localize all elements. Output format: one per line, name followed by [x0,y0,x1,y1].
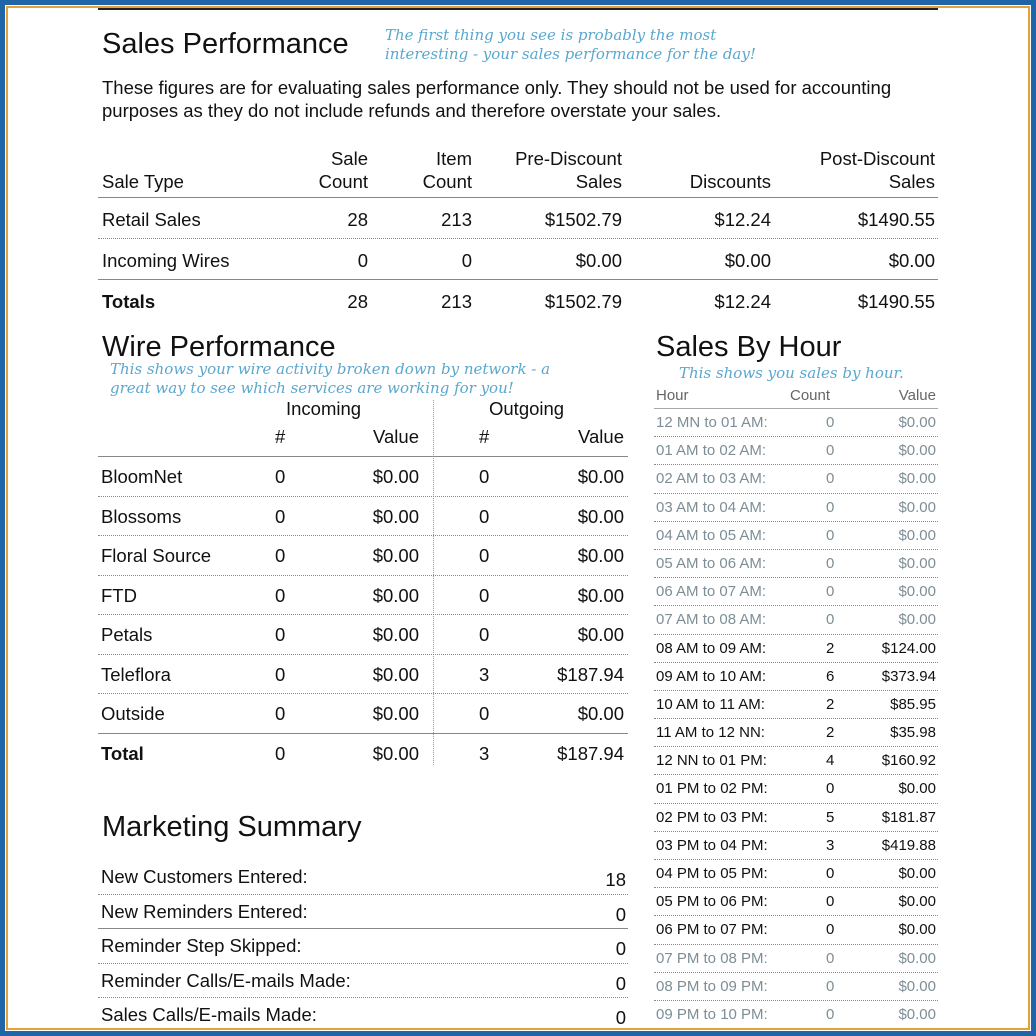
cell-hour: 05 PM to 06 PM: [656,893,768,911]
col-out-value: Value [578,426,624,447]
cell-in-value: $0.00 [372,466,419,487]
cell-value: $0.00 [898,921,936,939]
cell-hour: 12 MN to 01 AM: [656,414,768,431]
cell-value: $0.00 [898,977,936,995]
col-count: Count [790,387,831,404]
cell-discounts: $12.24 [714,291,771,312]
col-item-count: Item Count [422,148,472,192]
cell-out-count: 0 [479,545,490,566]
cell-count: 2 [826,695,835,713]
cell-count: 2 [826,724,835,742]
cell-post-discount: $0.00 [888,250,935,271]
cell-count: 0 [826,780,835,798]
col-in-count: # [275,426,286,447]
cell-out-value: $0.00 [577,703,624,724]
cell-value: $124.00 [881,639,936,657]
cell-out-count: 0 [479,703,490,724]
col-post-discount: Post-Discount Sales [819,148,935,192]
cell-network: BloomNet [101,466,183,487]
cell-value: $160.92 [881,752,936,770]
cell-count: 0 [826,414,835,431]
cell-in-count: 0 [275,703,286,724]
cell-in-value: $0.00 [372,545,419,566]
col-pre-discount: Pre-Discount Sales [515,148,622,192]
cell-discounts: $12.24 [714,209,771,230]
cell-out-value: $0.00 [577,545,624,566]
cell-value: $419.88 [881,836,936,854]
cell-out-count: 0 [479,584,490,606]
cell-value: $0.00 [898,526,936,544]
marketing-value: 0 [615,938,626,959]
cell-hour: 02 AM to 03 AM: [656,470,767,488]
cell-count: 2 [826,639,835,657]
cell-in-count: 0 [275,742,286,764]
cell-discounts: $0.00 [724,250,771,271]
cell-hour: 10 AM to 11 AM: [656,695,765,713]
cell-hour: 03 PM to 04 PM: [656,836,768,854]
col-value: Value [898,387,936,404]
cell-in-count: 0 [275,624,286,645]
cell-in-value: $0.00 [372,703,419,724]
outgoing-label: Outgoing [489,398,565,419]
cell-value: $373.94 [881,667,936,685]
marketing-label: Reminder Calls/E-mails Made: [101,969,351,991]
cell-count: 0 [826,470,835,488]
marketing-value: 0 [615,1007,626,1028]
cell-out-count: 3 [479,742,490,764]
marketing-value: 18 [605,869,626,890]
marketing-summary-title: Marketing Summary [102,811,362,843]
cell-value: $85.95 [890,695,936,713]
cell-pre-discount: $1502.79 [544,291,622,312]
cell-count: 4 [826,752,835,770]
cell-count: 0 [826,949,835,967]
cell-value: $0.00 [898,583,936,601]
cell-hour: 03 AM to 04 AM: [656,498,767,516]
cell-post-discount: $1490.55 [857,291,935,312]
cell-count: 0 [826,442,835,460]
cell-totals-label: Totals [102,291,156,312]
cell-value: $0.00 [898,611,936,629]
cell-item-count: 213 [441,291,472,312]
col-sale-count: Sale Count [318,148,368,192]
cell-item-count: 0 [461,250,472,271]
cell-network: Outside [101,703,165,724]
cell-hour: 07 AM to 08 AM: [656,611,767,629]
cell-count: 6 [826,667,835,685]
cell-sale-count: 28 [347,209,368,230]
cell-network: FTD [101,584,137,606]
cell-out-value: $187.94 [557,742,624,764]
cell-in-count: 0 [275,505,286,527]
cell-pre-discount: $1502.79 [544,209,622,230]
marketing-label: Reminder Step Skipped: [101,935,302,956]
cell-hour: 07 PM to 08 PM: [656,949,768,967]
marketing-value: 0 [615,903,626,925]
cell-hour: 01 AM to 02 AM: [656,442,767,460]
cell-value: $0.00 [898,893,936,911]
cell-hour: 11 AM to 12 NN: [656,724,765,742]
sales-by-hour-note: This shows you sales by hour. [679,364,904,382]
cell-in-value: $0.00 [372,663,419,685]
cell-count: 0 [826,526,835,544]
sales-performance-note: The first thing you see is probably the most interesting - your sales performance for the day! [385,26,756,63]
col-hour: Hour [656,387,689,404]
cell-count: 0 [826,498,835,516]
cell-in-value: $0.00 [372,584,419,606]
cell-hour: 04 AM to 05 AM: [656,526,767,544]
cell-value: $0.00 [898,414,936,431]
marketing-label: New Customers Entered: [101,866,308,887]
cell-hour: 08 AM to 09 AM: [656,639,767,657]
cell-network: Blossoms [101,505,182,527]
cell-pre-discount: $0.00 [575,250,622,271]
cell-value: $35.98 [890,724,936,742]
cell-value: $0.00 [898,498,936,516]
cell-out-value: $0.00 [577,505,624,527]
col-discounts: Discounts [689,171,771,192]
cell-in-count: 0 [275,466,286,487]
cell-sale-count: 0 [357,250,368,271]
marketing-label: Sales Calls/E-mails Made: [101,1004,317,1025]
cell-value: $0.00 [898,865,936,882]
cell-out-value: $0.00 [577,466,624,487]
cell-out-count: 0 [479,505,490,527]
cell-hour: 06 AM to 07 AM: [656,583,767,601]
sales-performance-title: Sales Performance [102,28,349,60]
cell-total-label: Total [101,742,144,764]
wire-performance-title: Wire Performance [102,331,336,363]
cell-post-discount: $1490.55 [857,209,935,230]
cell-value: $0.00 [898,470,936,488]
cell-count: 0 [826,554,835,572]
cell-hour: 01 PM to 02 PM: [656,780,768,798]
cell-in-value: $0.00 [372,742,419,764]
cell-value: $0.00 [898,949,936,967]
cell-count: 3 [826,836,835,854]
cell-count: 0 [826,977,835,995]
cell-network: Petals [101,624,153,645]
wire-performance-note: This shows your wire activity broken down by network - a great way to see which services are working for you! [110,360,551,397]
cell-out-value: $0.00 [577,584,624,606]
cell-network: Teleflora [101,663,171,685]
cell-sale-count: 28 [347,291,368,312]
cell-value: $0.00 [898,442,936,460]
col-sale-type: Sale Type [102,171,184,192]
cell-out-value: $0.00 [577,624,624,645]
cell-in-value: $0.00 [372,505,419,527]
cell-hour: 04 PM to 05 PM: [656,865,768,882]
cell-in-value: $0.00 [372,624,419,645]
cell-hour: 09 AM to 10 AM: [656,667,767,685]
cell-network: Floral Source [101,545,212,566]
cell-hour: 09 PM to 10 PM: [656,1005,768,1023]
cell-value: $0.00 [898,1005,936,1023]
cell-sale-type: Incoming Wires [102,250,230,271]
col-out-count: # [479,426,490,447]
cell-count: 5 [826,808,835,826]
cell-sale-type: Retail Sales [102,209,201,230]
cell-in-count: 0 [275,545,286,566]
cell-item-count: 213 [441,209,472,230]
col-in-value: Value [373,426,419,447]
sales-performance-description: These figures are for evaluating sales performance only. They should not be used for accounting purposes as they do not include refunds and therefore overstate your sales. [102,77,892,121]
cell-count: 0 [826,611,835,629]
cell-value: $0.00 [898,780,936,798]
marketing-value: 0 [615,972,626,994]
cell-in-count: 0 [275,584,286,606]
cell-value: $0.00 [898,554,936,572]
cell-value: $181.87 [881,808,936,826]
cell-count: 0 [826,893,835,911]
cell-out-count: 0 [479,466,490,487]
cell-count: 0 [826,1005,835,1023]
cell-out-value: $187.94 [557,663,624,685]
cell-hour: 02 PM to 03 PM: [656,808,768,826]
incoming-label: Incoming [286,398,362,419]
cell-in-count: 0 [275,663,286,685]
cell-hour: 05 AM to 06 AM: [656,554,767,572]
cell-count: 0 [826,865,835,882]
sales-by-hour-title: Sales By Hour [656,331,842,363]
cell-count: 0 [826,921,835,939]
cell-hour: 12 NN to 01 PM: [656,752,767,770]
cell-hour: 06 PM to 07 PM: [656,921,768,939]
cell-out-count: 0 [479,624,490,645]
cell-count: 0 [826,583,835,601]
cell-out-count: 3 [479,663,490,685]
cell-hour: 08 PM to 09 PM: [656,977,768,995]
marketing-label: New Reminders Entered: [101,900,308,922]
